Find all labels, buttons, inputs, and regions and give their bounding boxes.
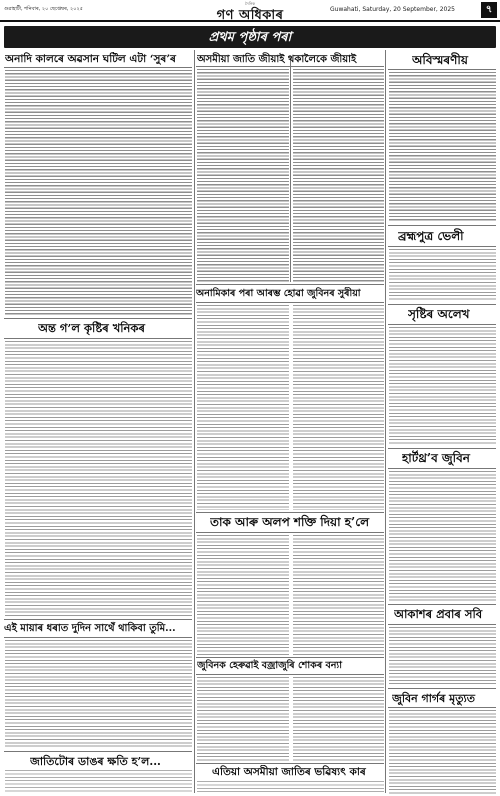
masthead [0,0,500,22]
article-body [5,770,192,794]
article-body [293,677,384,761]
headline-underline [388,468,496,469]
article-body [197,677,289,761]
headline-underline [388,707,496,708]
headline-right-2: ব্ৰহ্মপুত্ৰ ভেলী [398,229,464,243]
article-body [5,640,192,748]
article-body [5,341,192,616]
section-divider [388,304,496,305]
article-body [389,72,496,222]
headline-underline [196,532,384,533]
headline-col2-top: অসমীয়া জাতি জীয়াই থকালৈকে জীয়াই [197,54,357,65]
section-divider [4,619,192,620]
headline-right-6: জুবিন গাৰ্গৰ মৃত্যুত [392,692,475,705]
headline-underline [196,302,384,303]
section-divider [388,225,496,226]
headline-col1-low: এই মায়াৰ ধৰাত দুদিন সাথেঁ থাকিবা তুমি... [4,623,176,634]
section-divider [196,763,384,764]
article-body [389,249,496,301]
headline-underline [388,624,496,625]
section-divider [196,657,384,658]
headline-col1-mid: অন্ত গ’ল কৃষ্টিৰ খনিকৰ [38,321,145,335]
headline-center-wide: তাক আৰু অলপ শক্তি দিয়া হ’লে [210,515,370,529]
section-divider [4,751,192,752]
newspaper-logo [195,1,305,21]
headline-underline [4,637,192,638]
column-rule [385,50,386,793]
section-banner [4,26,496,48]
headline-underline [388,246,496,247]
headline-right-5: আকাশৰ প্ৰবাৰ সবি [394,607,483,621]
article-body [389,327,496,445]
headline-center-low-mid: জুবিনক হেৰুৱাই বজ্ৰাজুৰি শোকৰ বন্যা [197,660,342,671]
article-body [197,305,289,510]
section-divider [388,688,496,689]
article-body [293,535,384,655]
headline-underline [4,67,192,68]
headline-underline [388,69,496,70]
logo-tagline: দৈনিক [244,1,256,6]
article-body [197,535,289,655]
headline-right-3: সৃষ্টিৰ অলেখ [408,307,470,321]
article-body [389,471,496,601]
section-divider [196,284,384,285]
article-body [197,69,289,282]
headline-col1-top: অনাদি কালৰে অৱসান ঘটিল এটা ‘সুৰ’ৰ [5,53,176,65]
headline-right-1: অবিস্মৰণীয় [412,53,468,67]
headline-col2-mid: অনামিকাৰ পৰা আৰম্ভ হোৱা জুবিনৰ সুৰীয়া [196,288,361,299]
article-body [389,710,496,794]
headline-col1-bottom: জাতিটোৰ ডাঙৰ ক্ষতি হ’ল... [30,755,161,768]
headline-underline [4,338,192,339]
section-divider [4,318,192,319]
headline-underline [196,674,384,675]
headline-right-4: হাৰ্টথ্ৰ’ব জুবিন [402,451,470,465]
page-number-badge: ৭ [481,2,497,18]
masthead-date-assamese: গুৱাহাটী, শনিবাৰ, ২০ ছেপ্তেম্বৰ, ২০২৫ [4,6,84,12]
headline-underline [196,66,384,67]
section-divider [388,604,496,605]
section-banner-title: প্ৰথম পৃষ্ঠাৰ পৰা [208,30,292,45]
section-divider [196,512,384,513]
section-divider [388,448,496,449]
headline-underline [388,324,496,325]
article-body [389,627,496,685]
logo-name: গণ অধিকাৰ [216,8,284,23]
column-rule [194,50,195,793]
article-body [197,781,384,794]
article-body [293,69,384,282]
article-body [293,305,384,510]
column-rule [290,56,291,282]
masthead-date-english: Guwahati, Saturday, 20 September, 2025 [330,6,455,13]
headline-center-bottom: এতিয়া অসমীয়া জাতিৰ ভৱিষ্যৎ কাৰ [212,766,366,778]
article-body [5,70,192,315]
